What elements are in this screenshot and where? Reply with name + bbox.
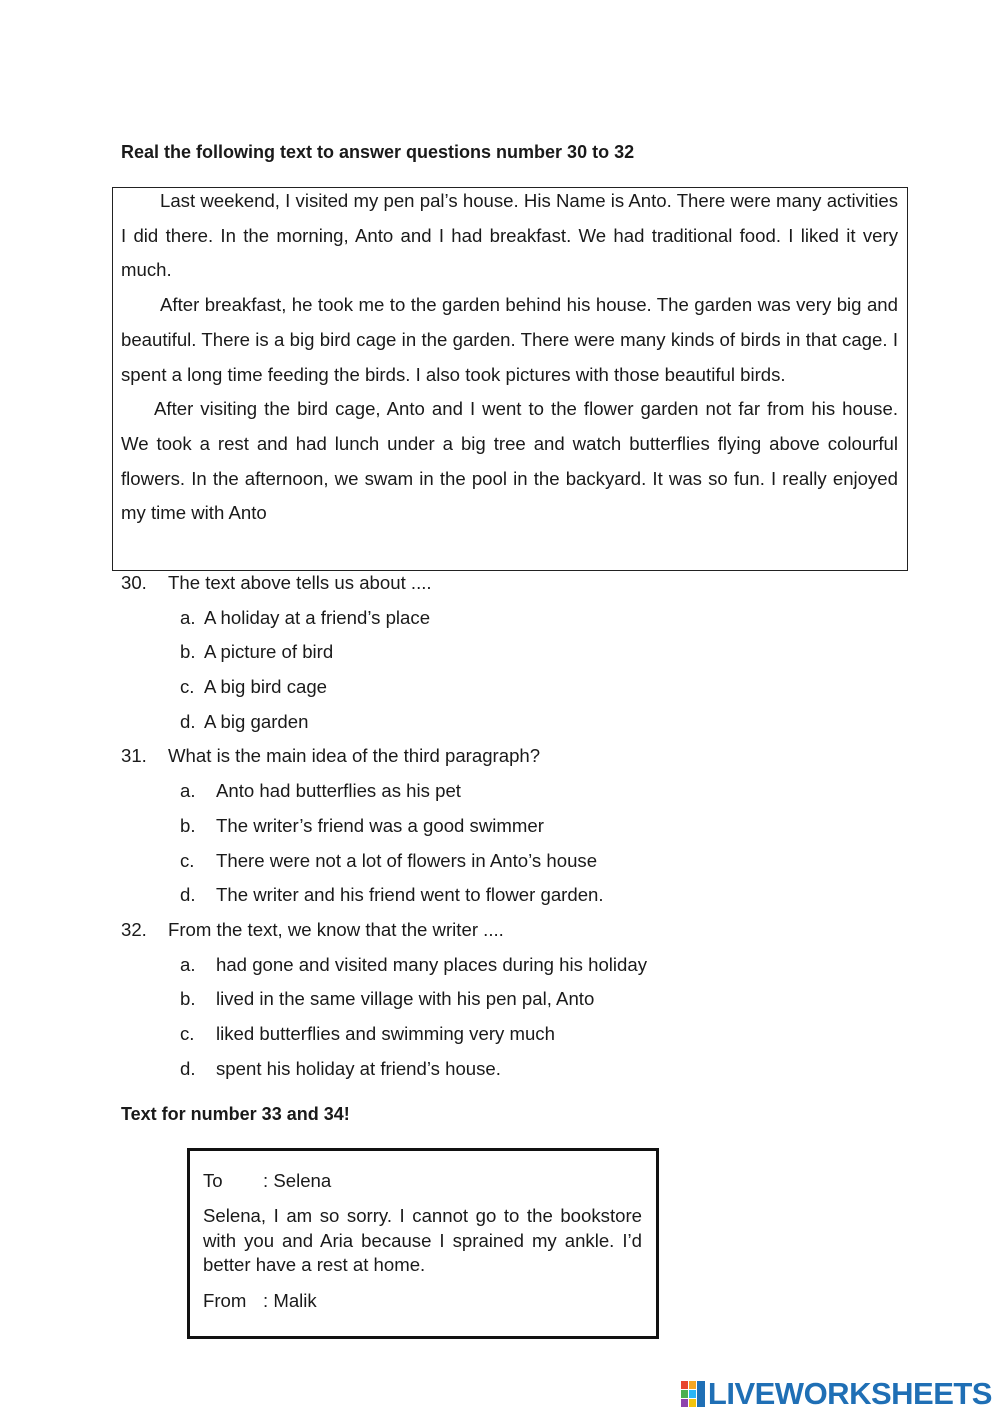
option-letter: c. [180, 1022, 195, 1044]
answer-option-31c[interactable] [121, 844, 901, 879]
answer-option-32d[interactable] [121, 1052, 901, 1087]
question-31 [121, 739, 901, 912]
answer-option-30d[interactable] [121, 705, 901, 740]
option-letter: a. [180, 606, 196, 628]
answer-option-30c[interactable] [121, 670, 901, 705]
option-text: A holiday at a friend’s place [204, 606, 431, 628]
question-30 [121, 566, 901, 739]
section-heading-33-34: Text for number 33 and 34! [121, 1104, 350, 1124]
note-to-value: : Selena [263, 1170, 332, 1191]
answer-option-31b[interactable] [121, 809, 901, 844]
option-letter: a. [180, 953, 196, 975]
option-letter: b. [180, 641, 196, 663]
note-message: Selena, I am so sorry. I cannot go to the bookstore with you and Aria because I sprained my ankle. I’d better have a rest at home. [203, 1205, 642, 1275]
option-letter: a. [180, 780, 196, 802]
question-32 [121, 913, 901, 1086]
option-text: liked butterflies and swimming very much [216, 1022, 555, 1044]
option-letter: c. [180, 676, 195, 698]
question-text: The text above tells us about .... [168, 572, 432, 593]
note-to-label: To [203, 1170, 223, 1191]
option-letter: d. [180, 710, 196, 732]
option-letter: d. [180, 884, 196, 906]
liveworksheets-watermark [680, 1376, 992, 1412]
reading-passage-box [112, 187, 908, 571]
option-text: spent his holiday at friend’s house. [216, 1057, 501, 1079]
note-from-label: From [203, 1289, 247, 1311]
option-letter: d. [180, 1057, 196, 1079]
option-text: A picture of bird [204, 641, 334, 663]
option-text: had gone and visited many places during his holiday [216, 953, 648, 975]
option-text: lived in the same village with his pen pal, Anto [216, 988, 595, 1010]
option-text: There were not a lot of flowers in Anto’s house [216, 849, 598, 871]
watermark-text: LIVEWORKSHEETS [707, 1376, 992, 1411]
passage-paragraph-2: After breakfast, he took me to the garden behind his house. The garden was very big and beautiful. There is a big bird cage in the garden. There were many kinds of birds in that cage. I spent a long time feeding the birds. I also took pictures with those beautiful birds. [121, 294, 898, 385]
question-text: From the text, we know that the writer .... [168, 918, 504, 940]
option-text: The writer and his friend went to flower garden. [216, 884, 604, 906]
option-letter: b. [180, 814, 196, 836]
note-from-value: : Malik [263, 1289, 317, 1311]
answer-option-32c[interactable] [121, 1017, 901, 1052]
question-number: 30. [121, 572, 147, 593]
passage-paragraph-1: Last weekend, I visited my pen pal’s house. His Name is Anto. There were many activities I did there. In the morning, Anto and I had breakfast. We had traditional food. I liked it very much. [121, 190, 898, 281]
passage-paragraph-3: After visiting the bird cage, Anto and I went to the flower garden not far from his house. We took a rest and had lunch under a big tree and watch butterflies flying above colourful flowers. In the afternoon, we swam in the pool in the backyard. It was so fun. I really enjoyed my time with Anto [121, 398, 898, 524]
answer-option-30b[interactable] [121, 635, 901, 670]
answer-option-32a[interactable] [121, 948, 901, 983]
liveworksheets-logo-icon [680, 1379, 706, 1409]
option-text: The writer’s friend was a good swimmer [216, 814, 544, 836]
option-text: A big garden [204, 710, 309, 732]
question-text: What is the main idea of the third paragraph? [168, 745, 541, 767]
question-number: 31. [121, 745, 147, 767]
answer-option-31a[interactable] [121, 774, 901, 809]
option-text: Anto had butterflies as his pet [216, 780, 461, 802]
question-list [121, 566, 901, 1086]
short-message-box [187, 1148, 659, 1339]
question-number: 32. [121, 918, 147, 940]
option-text: A big bird cage [204, 676, 328, 698]
answer-option-31d[interactable] [121, 878, 901, 913]
section-heading-30-32: Real the following text to answer questions number 30 to 32 [121, 142, 635, 162]
option-letter: b. [180, 988, 196, 1010]
answer-option-32b[interactable] [121, 982, 901, 1017]
answer-option-30a[interactable] [121, 601, 901, 636]
option-letter: c. [180, 849, 195, 871]
